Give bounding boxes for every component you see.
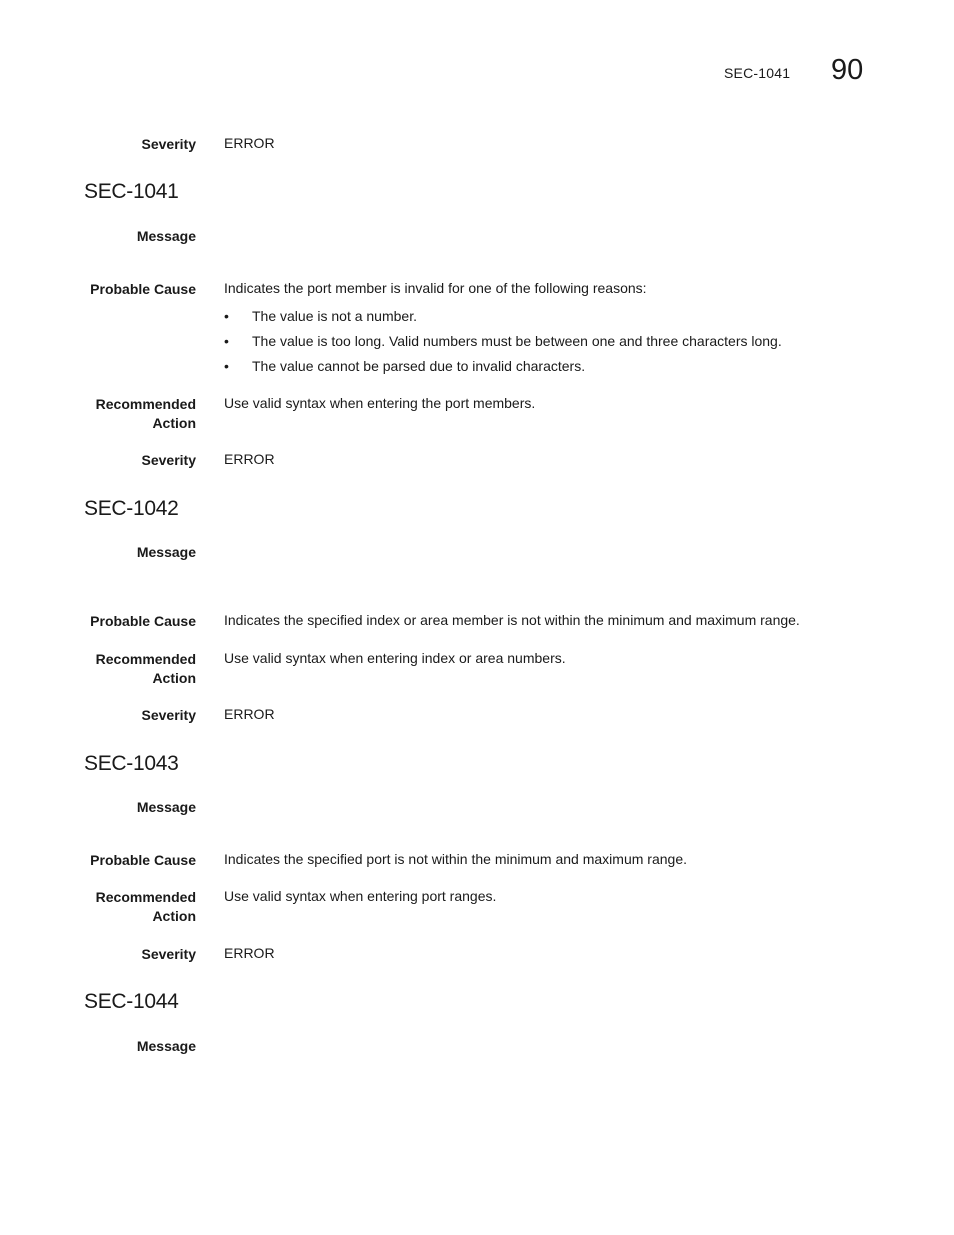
severity-label: Severity	[141, 452, 196, 468]
recommended-action-label-line2: Action	[152, 415, 196, 431]
message-label: Message	[136, 228, 196, 244]
recommended-action-label-line2: Action	[152, 908, 196, 924]
recommended-action-text: Use valid syntax when entering index or area numbers.	[224, 650, 566, 666]
page-number: 90	[831, 54, 864, 86]
recommended-action-text: Use valid syntax when entering port ranges.	[224, 888, 497, 904]
severity-label: Severity	[141, 707, 196, 723]
bullet-icon: •	[224, 308, 229, 324]
severity-value: ERROR	[224, 945, 275, 961]
list-item-text: The value cannot be parsed due to invalid characters.	[252, 358, 586, 374]
section-heading-sec-1042: SEC-1042	[84, 497, 179, 520]
probable-cause-text: Indicates the specified index or area member is not within the minimum and maximum range.	[224, 612, 800, 628]
severity-value: ERROR	[224, 706, 275, 722]
section-heading-sec-1041: SEC-1041	[84, 180, 179, 203]
recommended-action-text: Use valid syntax when entering the port members.	[224, 395, 536, 411]
severity-label: Severity	[141, 136, 196, 152]
recommended-action-label-line2: Action	[152, 670, 196, 686]
recommended-action-label-line1: Recommended	[95, 889, 196, 905]
severity-label: Severity	[141, 946, 196, 962]
probable-cause-text: Indicates the specified port is not within the minimum and maximum range.	[224, 851, 687, 867]
probable-cause-label: Probable Cause	[90, 852, 196, 868]
probable-cause-text: Indicates the port member is invalid for one of the following reasons:	[224, 280, 647, 296]
running-header-code: SEC-1041	[724, 65, 791, 81]
probable-cause-label: Probable Cause	[90, 613, 196, 629]
severity-value: ERROR	[224, 135, 275, 151]
section-heading-sec-1044: SEC-1044	[84, 990, 179, 1013]
bullet-icon: •	[224, 333, 229, 349]
recommended-action-label-line1: Recommended	[95, 396, 196, 412]
message-label: Message	[136, 799, 196, 815]
list-item-text: The value is not a number.	[252, 308, 417, 324]
list-item-text: The value is too long. Valid numbers must be between one and three characters long.	[252, 333, 782, 349]
severity-value: ERROR	[224, 451, 275, 467]
message-label: Message	[136, 1038, 196, 1054]
bullet-icon: •	[224, 358, 229, 374]
section-heading-sec-1043: SEC-1043	[84, 752, 179, 775]
message-label: Message	[136, 544, 196, 560]
recommended-action-label-line1: Recommended	[95, 651, 196, 667]
probable-cause-label: Probable Cause	[90, 281, 196, 297]
